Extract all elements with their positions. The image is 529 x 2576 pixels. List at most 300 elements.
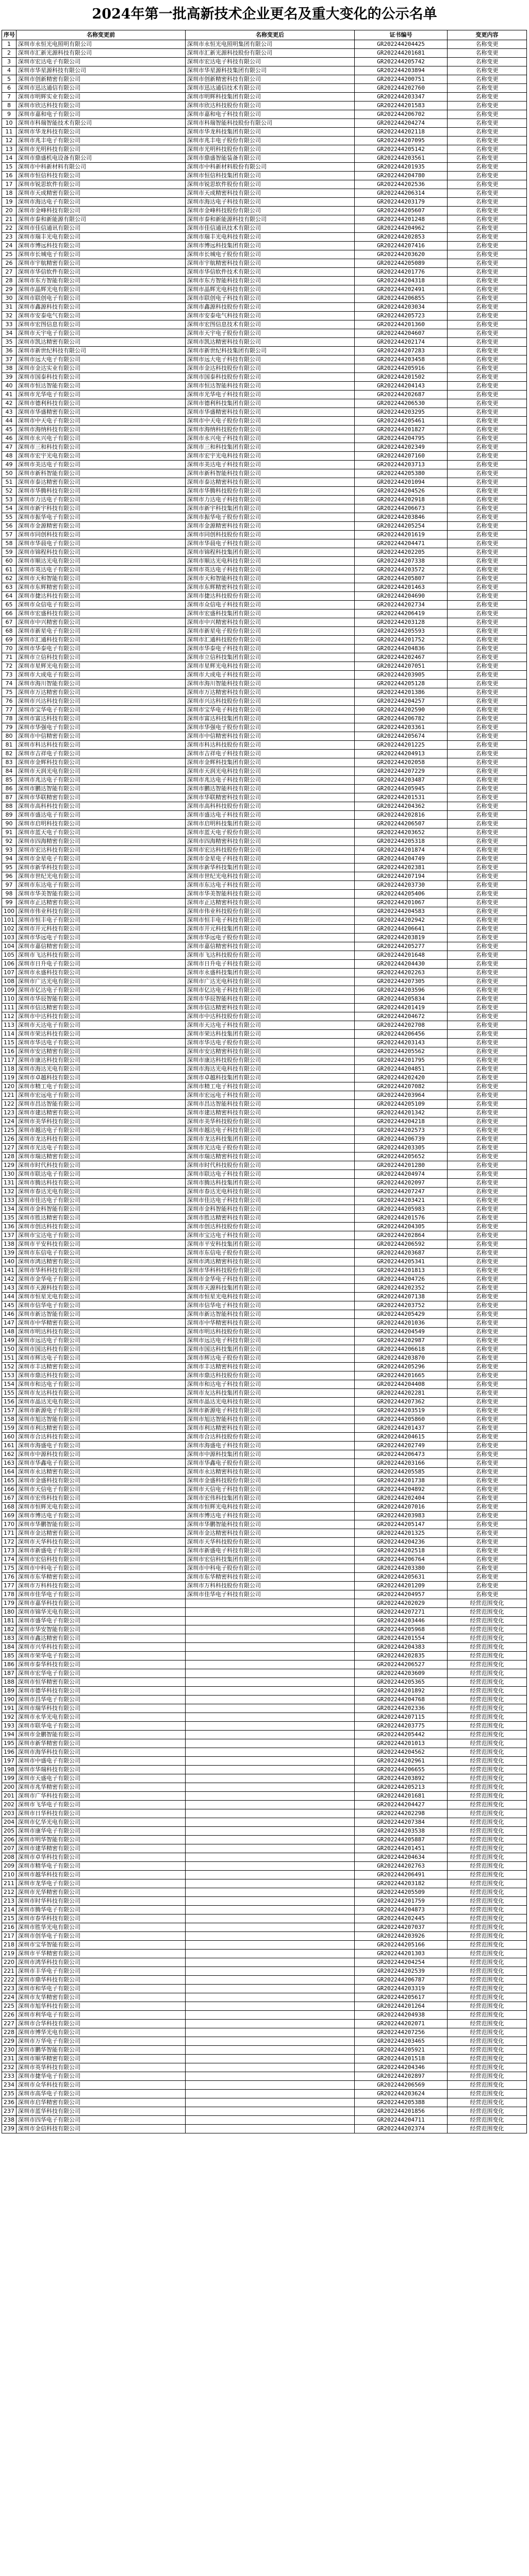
certificate-number: GR202244206655 [355,1766,448,1774]
name-after: 深圳市伟业科技股份有限公司 [186,907,355,916]
name-before: 深圳市顺华精密有限公司 [16,2055,186,2063]
certificate-number: GR202244203652 [355,828,448,837]
certificate-number: GR202244201752 [355,636,448,645]
table-row [2,128,527,137]
change-type: 名称变更 [448,1494,527,1503]
table-row [2,469,527,478]
change-type: 名称变更 [448,750,527,758]
row-index: 213 [2,1897,16,1906]
table-row [2,1652,527,1660]
name-after [186,1660,355,1669]
name-after: 深圳市长城电子股份有限公司 [186,250,355,259]
certificate-number: GR202244204549 [355,1328,448,1336]
row-index: 170 [2,1520,16,1529]
certificate-number: GR202244205089 [355,259,448,268]
name-after: 深圳市晶辉光电科技有限公司 [186,285,355,294]
table-row [2,1179,527,1188]
name-before: 深圳市锦华光电有限公司 [16,1608,186,1617]
table-row [2,758,527,767]
change-type: 名称变更 [448,977,527,986]
name-before: 深圳市天成精密有限公司 [16,189,186,198]
name-after [186,2081,355,2090]
name-before: 深圳市卓华科技有限公司 [16,1853,186,1862]
change-type: 名称变更 [448,1004,527,1012]
table-row [2,347,527,355]
change-type: 名称变更 [448,636,527,645]
name-after: 深圳市金星电子科技有限公司 [186,855,355,863]
table-row [2,277,527,285]
name-after: 深圳市开元科技集团有限公司 [186,925,355,934]
name-after: 深圳市合达科技股份有限公司 [186,1433,355,1442]
change-type: 名称变更 [448,364,527,373]
name-after [186,2107,355,2116]
table-row [2,417,527,426]
certificate-number: GR202244203166 [355,1459,448,1468]
change-type: 名称变更 [448,1056,527,1065]
change-type: 经营范围变化 [448,1774,527,1783]
certificate-number: GR202244202071 [355,2020,448,2028]
table-row [2,320,527,329]
certificate-number: GR202244206527 [355,1660,448,1669]
name-after: 深圳市宏宇光电科技有限公司 [186,452,355,461]
certificate-number: GR202244201648 [355,951,448,960]
name-after [186,1923,355,1932]
table-row [2,811,527,820]
certificate-number: GR202244207283 [355,347,448,355]
name-before: 深圳市泰和新能源有限公司 [16,215,186,224]
certificate-number: GR202244207095 [355,137,448,145]
row-index: 194 [2,1731,16,1739]
name-before: 深圳市兴华科技有限公司 [16,1643,186,1652]
name-before: 深圳市富达科技有限公司 [16,715,186,723]
name-after: 深圳市众信电子科技有限公司 [186,601,355,609]
change-type: 名称变更 [448,1030,527,1039]
name-before: 深圳市广华科技有限公司 [16,1792,186,1801]
name-after: 深圳市金科智能科技有限公司 [186,1205,355,1214]
row-index: 35 [2,338,16,347]
row-index: 26 [2,259,16,268]
change-type: 经营范围变化 [448,1713,527,1722]
table-row [2,557,527,566]
change-type: 名称变更 [448,487,527,496]
row-index: 206 [2,1836,16,1844]
table-row [2,1608,527,1617]
name-before: 深圳市中源科技有限公司 [16,1450,186,1459]
name-after: 深圳市瑞丰光电科技有限公司 [186,233,355,242]
table-row [2,574,527,583]
row-index: 214 [2,1906,16,1914]
name-before: 深圳市创新精密有限公司 [16,75,186,84]
change-type: 名称变更 [448,1371,527,1380]
certificate-number: GR202244205860 [355,1415,448,1424]
row-index: 175 [2,1564,16,1573]
name-before: 深圳市东信电子有限公司 [16,1249,186,1258]
certificate-number: GR202244207037 [355,1923,448,1932]
change-type: 名称变更 [448,1039,527,1047]
table-row [2,1336,527,1345]
change-type: 名称变更 [448,1205,527,1214]
row-index: 106 [2,960,16,969]
table-row [2,1801,527,1809]
name-before: 深圳市永恒光电照明有限公司 [16,40,186,49]
name-before: 深圳市佳达电子有限公司 [16,1196,186,1205]
change-type: 经营范围变化 [448,2055,527,2063]
name-before: 深圳市海达电子有限公司 [16,198,186,207]
company-change-table [2,30,527,2133]
table-row [2,750,527,758]
name-after [186,1748,355,1757]
row-index: 34 [2,329,16,338]
certificate-number: GR202244202864 [355,1231,448,1240]
table-row [2,1713,527,1722]
row-index: 181 [2,1617,16,1625]
name-before: 深圳市广达光电有限公司 [16,977,186,986]
change-type: 名称变更 [448,1380,527,1389]
change-type: 经营范围变化 [448,1941,527,1950]
name-after: 深圳市英达电子科技有限公司 [186,566,355,574]
name-before: 深圳市新源电子有限公司 [16,1406,186,1415]
table-row [2,785,527,793]
row-index: 124 [2,1117,16,1126]
change-type: 名称变更 [448,627,527,636]
name-after: 深圳市新达智能科技有限公司 [186,1310,355,1319]
name-before: 深圳市长城电子有限公司 [16,250,186,259]
row-index: 145 [2,1301,16,1310]
name-after: 深圳市美达电子科技有限公司 [186,461,355,469]
name-before: 深圳市海华科技有限公司 [16,1748,186,1757]
change-type: 经营范围变化 [448,1897,527,1906]
row-index: 146 [2,1310,16,1319]
change-type: 名称变更 [448,925,527,934]
name-before: 深圳市中华精密有限公司 [16,1319,186,1328]
name-before: 深圳市德华科技有限公司 [16,1687,186,1696]
table-row [2,1433,527,1442]
change-type: 名称变更 [448,706,527,715]
name-after: 深圳市宝华电子科技有限公司 [186,706,355,715]
change-type: 名称变更 [448,101,527,110]
name-before: 深圳市华辰智能有限公司 [16,995,186,1004]
row-index: 236 [2,2098,16,2107]
row-index: 16 [2,172,16,180]
name-before: 深圳市宝达电子有限公司 [16,1231,186,1240]
certificate-number: GR202244205128 [355,680,448,688]
table-row [2,452,527,461]
certificate-number: GR202244205968 [355,1625,448,1634]
name-before: 深圳市正达精密有限公司 [16,899,186,907]
change-type: 名称变更 [448,767,527,776]
row-index: 51 [2,478,16,487]
name-before: 深圳市明华智能有限公司 [16,1836,186,1844]
certificate-number: GR202244205365 [355,1678,448,1687]
name-after: 深圳市大成电子科技有限公司 [186,671,355,680]
change-type: 名称变更 [448,986,527,995]
row-index: 172 [2,1538,16,1547]
row-index: 158 [2,1415,16,1424]
table-row [2,1643,527,1652]
row-index: 33 [2,320,16,329]
name-before: 深圳市美华科技有限公司 [16,1117,186,1126]
certificate-number: GR202244202298 [355,1809,448,1818]
name-before: 深圳市金盛科技有限公司 [16,1477,186,1485]
name-before: 深圳市星辉光电有限公司 [16,662,186,671]
name-after [186,1827,355,1836]
name-after: 深圳市国达科技集团有限公司 [186,1345,355,1354]
name-after [186,1774,355,1783]
table-row [2,2046,527,2055]
certificate-number: GR202244202518 [355,1547,448,1555]
change-type: 经营范围变化 [448,1958,527,1967]
certificate-number: GR202244202749 [355,1442,448,1450]
name-after: 深圳市德利科技集团有限公司 [186,399,355,408]
table-body [2,40,527,2133]
name-before: 深圳市晶达光电有限公司 [16,1398,186,1406]
name-before: 深圳市海盛电子有限公司 [16,1442,186,1450]
name-after: 深圳市宏达电子科技有限公司 [186,58,355,66]
name-after: 深圳市东方智能科技有限公司 [186,277,355,285]
row-index: 221 [2,1967,16,1976]
change-type: 经营范围变化 [448,1634,527,1643]
change-type: 名称变更 [448,1485,527,1494]
change-type: 名称变更 [448,609,527,618]
row-index: 220 [2,1958,16,1967]
name-after: 深圳市春达光电科技有限公司 [186,1188,355,1196]
row-index: 52 [2,487,16,496]
name-before: 深圳市飞华电子有限公司 [16,1801,186,1809]
row-index: 70 [2,645,16,653]
name-after: 深圳市华强电子股份有限公司 [186,723,355,732]
row-index: 74 [2,680,16,688]
certificate-number: GR202244205406 [355,890,448,899]
row-index: 231 [2,2055,16,2063]
row-index: 230 [2,2046,16,2055]
name-after [186,2028,355,2037]
row-index: 24 [2,242,16,250]
certificate-number: GR202244205380 [355,469,448,478]
certificate-number: GR202244201759 [355,1897,448,1906]
name-after [186,1932,355,1941]
row-index: 82 [2,750,16,758]
row-index: 223 [2,1985,16,1993]
name-after: 深圳市中达科技股份有限公司 [186,1012,355,1021]
name-after: 深圳市平安科技集团有限公司 [186,1240,355,1249]
name-before: 深圳市中信精密有限公司 [16,732,186,741]
change-type: 名称变更 [448,312,527,320]
table-row [2,671,527,680]
table-row [2,1590,527,1599]
change-type: 名称变更 [448,382,527,391]
certificate-number: GR202244203458 [355,355,448,364]
name-after: 深圳市鼎盛智能装备有限公司 [186,154,355,163]
name-after: 深圳市兴达科技股份有限公司 [186,697,355,706]
name-after: 深圳市华美智能科技有限公司 [186,890,355,899]
name-before: 深圳市金星电子有限公司 [16,855,186,863]
name-before: 深圳市鼎盛机电设备有限公司 [16,154,186,163]
name-after: 深圳市天宇电子股份有限公司 [186,329,355,338]
name-before: 深圳市康达科技有限公司 [16,1056,186,1065]
certificate-number: GR202244203295 [355,408,448,417]
certificate-number: GR202244201827 [355,426,448,434]
name-before: 深圳市鑫达精密有限公司 [16,1634,186,1643]
certificate-number: GR202244207194 [355,872,448,881]
name-before: 深圳市华瑞科技有限公司 [16,1766,186,1774]
name-before: 深圳市盛华电子有限公司 [16,1617,186,1625]
table-row [2,145,527,154]
table-row [2,1932,527,1941]
name-after: 深圳市新盛电子科技有限公司 [186,1547,355,1555]
name-before: 深圳市华晨电子有限公司 [16,539,186,548]
name-after: 深圳市中天电子股份有限公司 [186,417,355,426]
row-index: 62 [2,574,16,583]
name-before: 深圳市欣达科技有限公司 [16,101,186,110]
certificate-number: GR202244203870 [355,1354,448,1363]
table-row [2,1879,527,1888]
table-row [2,224,527,233]
name-after: 深圳市天源科技集团有限公司 [186,1284,355,1293]
change-type: 名称变更 [448,461,527,469]
name-before: 深圳市新世纪科技有限公司 [16,347,186,355]
name-after [186,1643,355,1652]
table-row [2,1030,527,1039]
name-after: 深圳市中源科技集团有限公司 [186,1450,355,1459]
row-index: 215 [2,1914,16,1923]
name-after: 深圳市永盛科技集团有限公司 [186,969,355,977]
row-index: 143 [2,1284,16,1293]
change-type: 名称变更 [448,391,527,399]
change-type: 名称变更 [448,1065,527,1074]
row-index: 168 [2,1503,16,1512]
change-type: 名称变更 [448,916,527,925]
row-index: 95 [2,863,16,872]
name-before: 深圳市博达电子有限公司 [16,1512,186,1520]
name-after [186,1801,355,1809]
table-row [2,1958,527,1967]
row-index: 224 [2,1993,16,2002]
name-after: 深圳市华星源科技集团有限公司 [186,66,355,75]
name-before: 深圳市同创科技有限公司 [16,531,186,539]
name-before: 深圳市创达科技有限公司 [16,1223,186,1231]
row-index: 191 [2,1704,16,1713]
row-index: 76 [2,697,16,706]
table-header-row [2,30,527,40]
name-after: 深圳市金盛科技股份有限公司 [186,1477,355,1485]
name-after: 深圳市兆达电子科技有限公司 [186,776,355,785]
name-after: 深圳市鹏达智能科技有限公司 [186,785,355,793]
name-before: 深圳市旭华科技有限公司 [16,2002,186,2011]
table-row [2,268,527,277]
table-row [2,1477,527,1485]
name-after [186,1836,355,1844]
name-before: 深圳市泰达精密有限公司 [16,478,186,487]
table-row [2,1950,527,1958]
name-after: 深圳市星辉光电科技有限公司 [186,662,355,671]
change-type: 名称变更 [448,1345,527,1354]
certificate-number: GR202244206782 [355,715,448,723]
table-row [2,969,527,977]
change-type: 名称变更 [448,417,527,426]
table-row [2,1442,527,1450]
certificate-number: GR202244206473 [355,1450,448,1459]
table-row [2,329,527,338]
table-row [2,250,527,259]
table-row [2,2072,527,2081]
certificate-number: GR202244202918 [355,496,448,504]
table-row [2,1678,527,1687]
table-row [2,1731,527,1739]
name-before: 深圳市鑫源科技有限公司 [16,303,186,312]
name-after [186,1696,355,1704]
certificate-number: GR202244205921 [355,2046,448,2055]
change-type: 名称变更 [448,1223,527,1231]
change-type: 名称变更 [448,399,527,408]
table-row [2,1538,527,1547]
change-type: 名称变更 [448,172,527,180]
row-index: 154 [2,1380,16,1389]
name-before: 深圳市安达精密有限公司 [16,1047,186,1056]
name-before: 深圳市远大电子有限公司 [16,355,186,364]
certificate-number: GR202244204913 [355,750,448,758]
name-after: 深圳市中兴精密科技有限公司 [186,618,355,627]
row-index: 64 [2,592,16,601]
row-index: 104 [2,942,16,951]
change-type: 名称变更 [448,1301,527,1310]
certificate-number: GR202244206787 [355,1976,448,1985]
name-before: 深圳市明达科技有限公司 [16,1328,186,1336]
name-before: 深圳市宏华电子有限公司 [16,1669,186,1678]
certificate-number: GR202244202897 [355,2072,448,2081]
certificate-number: GR202244204634 [355,1853,448,1862]
change-type: 经营范围变化 [448,1731,527,1739]
certificate-number: GR202244207138 [355,1293,448,1301]
certificate-number: GR202244205509 [355,1888,448,1897]
table-row [2,1153,527,1161]
certificate-number: GR202244205429 [355,1310,448,1319]
name-after: 深圳市宇航精密科技有限公司 [186,259,355,268]
row-index: 89 [2,811,16,820]
name-before: 深圳市蓝天电子有限公司 [16,828,186,837]
row-index: 48 [2,452,16,461]
change-type: 经营范围变化 [448,1748,527,1757]
row-index: 127 [2,1144,16,1153]
row-index: 210 [2,1871,16,1879]
name-before: 深圳市瑞达精密有限公司 [16,1153,186,1161]
row-index: 42 [2,399,16,408]
name-after: 深圳市金达科技股份有限公司 [186,364,355,373]
name-before: 深圳市和达电子有限公司 [16,1380,186,1389]
row-index: 197 [2,1757,16,1766]
name-after: 深圳市新星电子股份有限公司 [186,627,355,636]
row-index: 38 [2,364,16,373]
row-index: 182 [2,1625,16,1634]
name-before: 深圳市兆华精密有限公司 [16,1783,186,1792]
name-before: 深圳市信华电子有限公司 [16,1301,186,1310]
certificate-number: GR202244204383 [355,1643,448,1652]
table-row [2,1696,527,1704]
table-row [2,312,527,320]
change-type: 名称变更 [448,303,527,312]
name-after [186,1862,355,1871]
name-before: 深圳市宇航精密有限公司 [16,259,186,268]
certificate-number: GR202244202539 [355,1967,448,1976]
name-before: 深圳市荣华电子有限公司 [16,1652,186,1660]
name-before: 深圳市联华电子有限公司 [16,1722,186,1731]
name-before: 深圳市恒信科技有限公司 [16,172,186,180]
name-after [186,1879,355,1888]
change-type: 名称变更 [448,347,527,355]
name-before: 深圳市永盛科技有限公司 [16,969,186,977]
row-index: 44 [2,417,16,426]
change-type: 名称变更 [448,1538,527,1547]
certificate-number: GR202244202097 [355,1179,448,1188]
